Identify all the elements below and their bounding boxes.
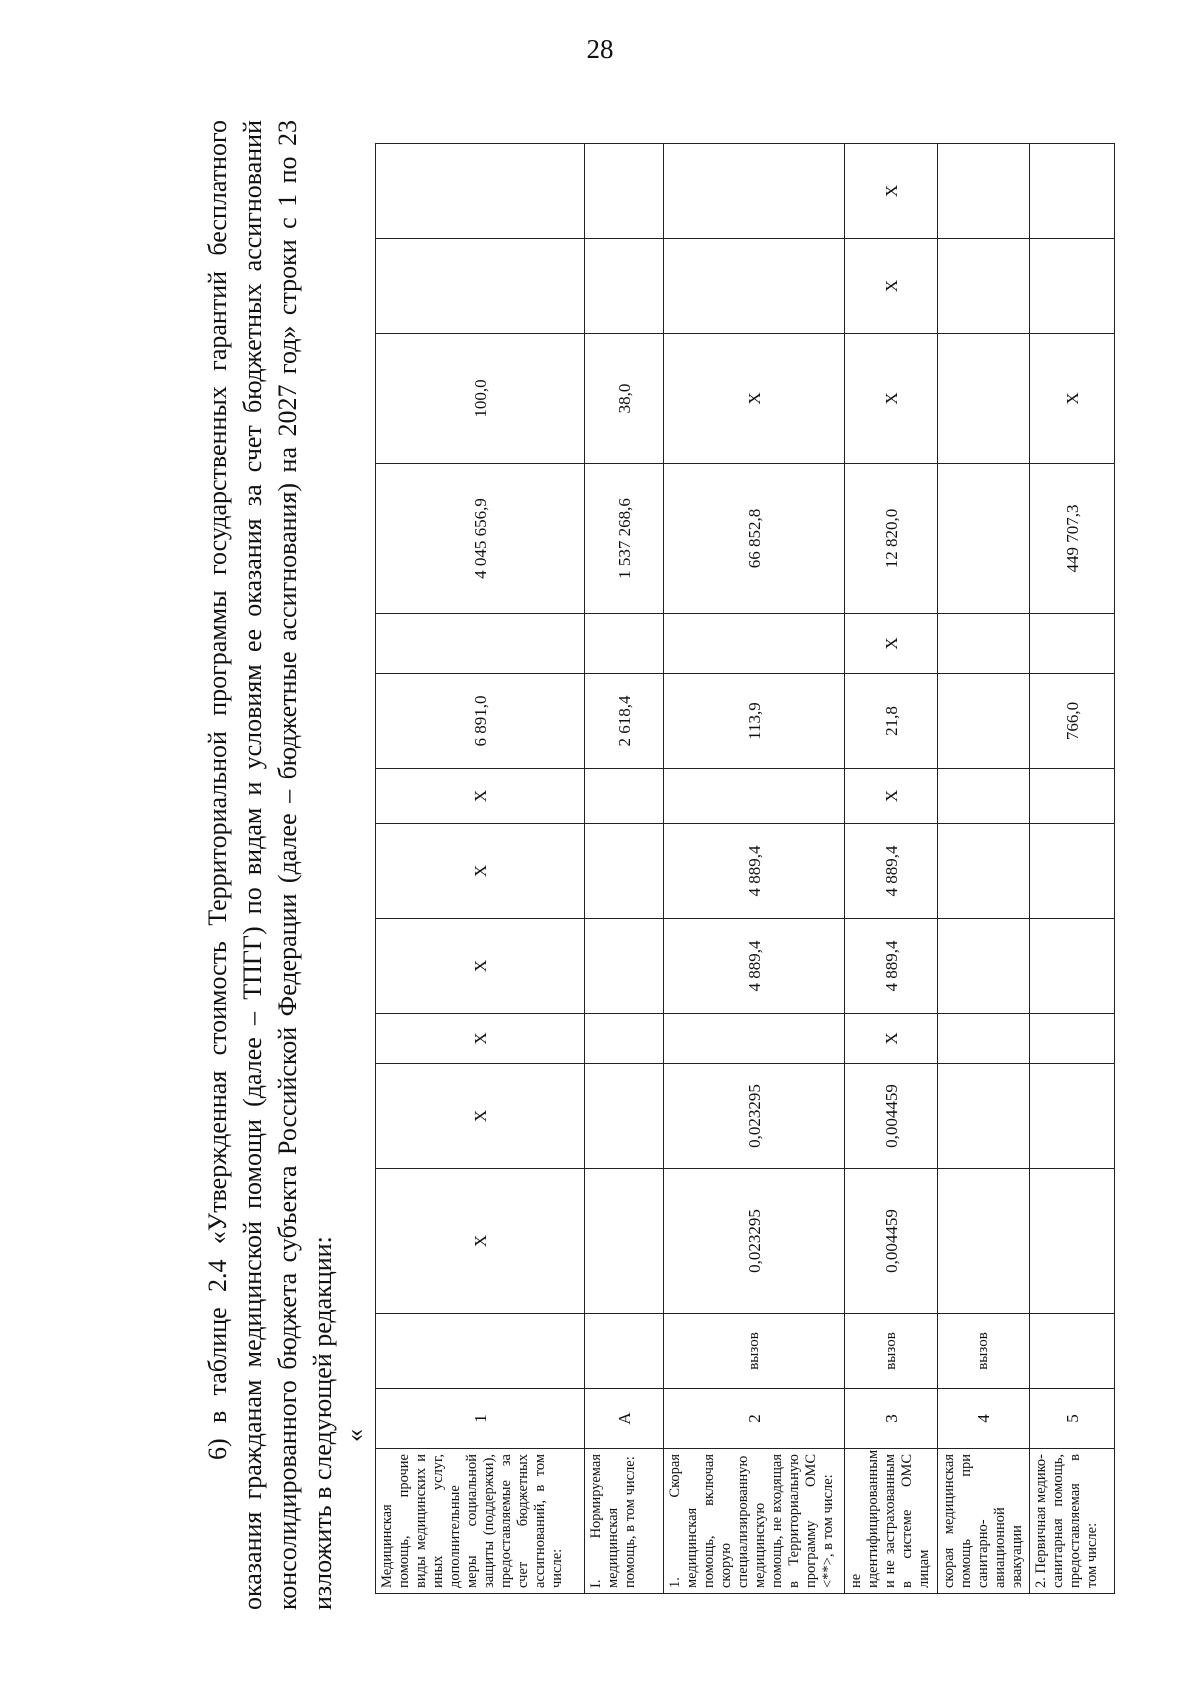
cost-norm-cell: 4 889,4 xyxy=(845,919,938,1014)
extra-cell xyxy=(376,144,585,239)
cost-norm-cell: 4 889,4 xyxy=(664,919,845,1014)
volume-norm-cell xyxy=(938,1169,1030,1314)
per-capita-cell xyxy=(938,614,1030,674)
unit-cell: вызов xyxy=(938,1314,1030,1389)
volume-norm-cell xyxy=(1030,1064,1115,1169)
cost-norm-cell xyxy=(585,769,664,824)
unit-cell xyxy=(376,1314,585,1389)
extra-cell xyxy=(585,144,664,239)
table-row xyxy=(1030,144,1115,1594)
cost-norm-cell: X xyxy=(376,769,585,824)
volume-norm-cell xyxy=(585,1169,664,1314)
volume-norm-cell xyxy=(664,1014,845,1064)
cost-norm-cell: X xyxy=(376,824,585,919)
volume-norm-cell xyxy=(1030,1014,1115,1064)
volume-norm-cell: 0,023295 xyxy=(664,1169,845,1314)
cost-norm-cell: X xyxy=(376,919,585,1014)
row-name-cell: скорая медицинская помощь при санитарно-авиационной эвакуации xyxy=(938,1449,1030,1594)
rotated-page-content xyxy=(200,120,1100,1610)
volume-norm-cell xyxy=(1030,1169,1115,1314)
unit-cell xyxy=(585,1314,664,1389)
extra-cell xyxy=(376,239,585,334)
per-capita-cell: 21,8 xyxy=(845,674,938,769)
total-cost-cell: 66 852,8 xyxy=(664,464,845,614)
per-capita-cell: 766,0 xyxy=(1030,674,1115,769)
extra-cell: X xyxy=(845,239,938,334)
extra-cell xyxy=(664,144,845,239)
per-capita-cell xyxy=(1030,614,1115,674)
per-capita-cell xyxy=(376,614,585,674)
cost-norm-cell xyxy=(585,824,664,919)
cost-norm-cell xyxy=(938,824,1030,919)
intro-paragraph: 6) в таблице 2.4 «Утвержденная стоимость Территориальной программы государственных гарантий бесплатного оказания гражданам медицинской помощи (далее – ТПГГ) по видам и условиям ее оказания за счет бюджетных ассигнований консолидированного бюджета субъекта Российской Федерации (далее – бюджетные ассигнования) на 2027 год» строки с 1 по 23 изложить в следующей редакции: xyxy=(203,120,337,1610)
row-number-cell: 4 xyxy=(938,1389,1030,1449)
total-cost-cell xyxy=(938,464,1030,614)
per-capita-cell xyxy=(585,614,664,674)
row-number-cell: 1 xyxy=(376,1389,585,1449)
volume-norm-cell xyxy=(585,1064,664,1169)
share-cell: X xyxy=(664,334,845,464)
share-cell: X xyxy=(1030,334,1115,464)
volume-norm-cell xyxy=(938,1064,1030,1169)
per-capita-cell: 2 618,4 xyxy=(585,674,664,769)
share-cell: 38,0 xyxy=(585,334,664,464)
unit-cell: вызов xyxy=(664,1314,845,1389)
total-cost-cell: 12 820,0 xyxy=(845,464,938,614)
volume-norm-cell: X xyxy=(376,1064,585,1169)
share-cell xyxy=(938,334,1030,464)
cost-norm-cell xyxy=(1030,769,1115,824)
per-capita-cell xyxy=(664,614,845,674)
cost-norm-cell: X xyxy=(845,769,938,824)
row-number-cell: 2 xyxy=(664,1389,845,1449)
table-row xyxy=(585,144,664,1594)
cost-norm-cell xyxy=(1030,919,1115,1014)
opening-quote-mark: « xyxy=(340,1429,369,1442)
volume-norm-cell: X xyxy=(376,1014,585,1064)
table-row xyxy=(664,144,845,1594)
per-capita-cell: 6 891,0 xyxy=(376,674,585,769)
total-cost-cell: 449 707,3 xyxy=(1030,464,1115,614)
per-capita-cell: 113,9 xyxy=(664,674,845,769)
per-capita-cell: X xyxy=(845,614,938,674)
unit-cell xyxy=(1030,1314,1115,1389)
total-cost-cell: 4 045 656,9 xyxy=(376,464,585,614)
extra-cell xyxy=(585,239,664,334)
volume-norm-cell: X xyxy=(845,1014,938,1064)
row-name-cell: не идентифицированным и не застрахованным в системе ОМС лицам xyxy=(845,1449,938,1594)
extra-cell xyxy=(938,239,1030,334)
table-row xyxy=(938,144,1030,1594)
unit-cell: вызов xyxy=(845,1314,938,1389)
cost-norm-cell: 4 889,4 xyxy=(664,824,845,919)
row-name-cell: Медицинская помощь, прочие виды медицинских и иных услуг, дополнительные меры социальной защиты (поддержки), предоставляемые за счет бюджетных ассигнований, в том числе: xyxy=(376,1449,585,1594)
extra-cell xyxy=(1030,144,1115,239)
extra-cell xyxy=(1030,239,1115,334)
row-number-cell: 5 xyxy=(1030,1389,1115,1449)
extra-cell xyxy=(664,239,845,334)
volume-norm-cell: 0,023295 xyxy=(664,1064,845,1169)
per-capita-cell xyxy=(938,674,1030,769)
budget-allocation-table xyxy=(375,143,1115,1594)
cost-norm-cell xyxy=(664,769,845,824)
cost-norm-cell xyxy=(1030,824,1115,919)
cost-norm-cell: 4 889,4 xyxy=(845,824,938,919)
cost-norm-cell xyxy=(585,919,664,1014)
page-number: 28 xyxy=(586,34,614,64)
volume-norm-cell: 0,004459 xyxy=(845,1169,938,1314)
volume-norm-cell xyxy=(585,1014,664,1064)
volume-norm-cell: 0,004459 xyxy=(845,1064,938,1169)
cost-norm-cell xyxy=(938,769,1030,824)
row-number-cell: 3 xyxy=(845,1389,938,1449)
extra-cell xyxy=(938,144,1030,239)
table-row xyxy=(845,144,938,1594)
share-cell: X xyxy=(845,334,938,464)
row-name-cell: 2. Первичная медико-санитарная помощь, предоставляемая в том числе: xyxy=(1030,1449,1115,1594)
row-number-cell: А xyxy=(585,1389,664,1449)
share-cell: 100,0 xyxy=(376,334,585,464)
row-name-cell: 1. Скорая медицинская помощь, включая скорую специализированную медицинскую помощь, не входящая в Территориальную программу ОМС <**>, в том числе: xyxy=(664,1449,845,1594)
volume-norm-cell: X xyxy=(376,1169,585,1314)
row-name-cell: I. Нормируемая медицинская помощь, в том числе: xyxy=(585,1449,664,1594)
total-cost-cell: 1 537 268,6 xyxy=(585,464,664,614)
volume-norm-cell xyxy=(938,1014,1030,1064)
table-row xyxy=(376,144,585,1594)
cost-norm-cell xyxy=(938,919,1030,1014)
extra-cell: X xyxy=(845,144,938,239)
